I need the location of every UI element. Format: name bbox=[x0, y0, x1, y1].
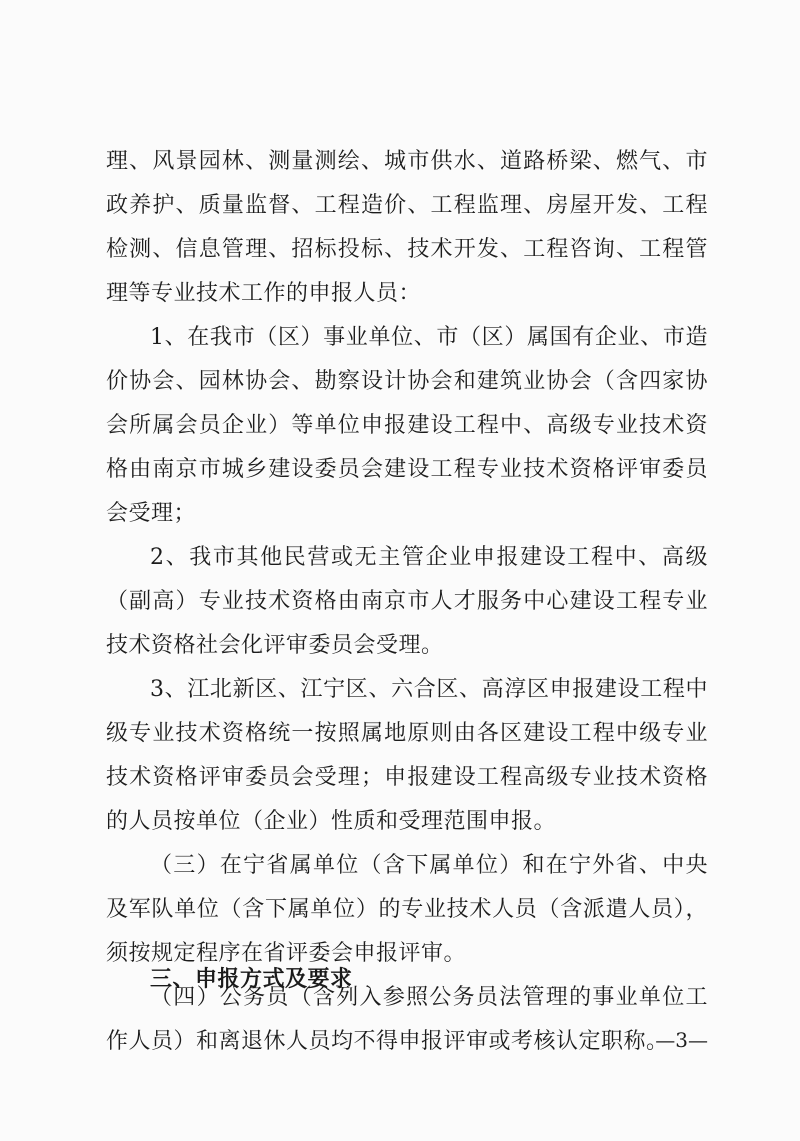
paragraph-item-1: 1、在我市（区）事业单位、市（区）属国有企业、市造价协会、园林协会、勘察设计协会和建筑业协会（含四家协会所属会员企业）等单位申报建设工程中、高级专业技术资格由南京市城乡建设委员会建设工程专业技术资格评审委员会受理； bbox=[106, 325, 708, 526]
paragraph-item-3: 3、江北新区、江宁区、六合区、高淳区申报建设工程中级专业技术资格统一按照属地原则由各区建设工程中级专业技术资格评审委员会受理；申报建设工程高级专业技术资格的人员按单位（企业）性质和受理范围申报。 bbox=[106, 677, 708, 834]
paragraph-item-2: 2、我市其他民营或无主管企业申报建设工程中、高级（副高）专业技术资格由南京市人才服务中心建设工程专业技术资格社会化评审委员会受理。 bbox=[106, 545, 708, 658]
page-number: —3— bbox=[655, 1028, 708, 1052]
paragraph-section-3: （三）在宁省属单位（含下属单位）和在宁外省、中央及军队单位（含下属单位）的专业技术人员（含派遣人员），须按规定程序在省评委会申报评审。 bbox=[106, 853, 708, 966]
body-text bbox=[106, 140, 708, 1064]
paragraph-section-4: （四）公务员（含列入参照公务员法管理的事业单位工作人员）和离退休人员均不得申报评审或考核认定职称。 bbox=[106, 985, 708, 1054]
section-heading: 三、申报方式及要求 bbox=[150, 967, 353, 992]
paragraph-continuation: 理、风景园林、测量测绘、城市供水、道路桥梁、燃气、市政养护、质量监督、工程造价、工程监理、房屋开发、工程检测、信息管理、招标投标、技术开发、工程咨询、工程管理等专业技术工作的申报人员： bbox=[106, 149, 708, 306]
